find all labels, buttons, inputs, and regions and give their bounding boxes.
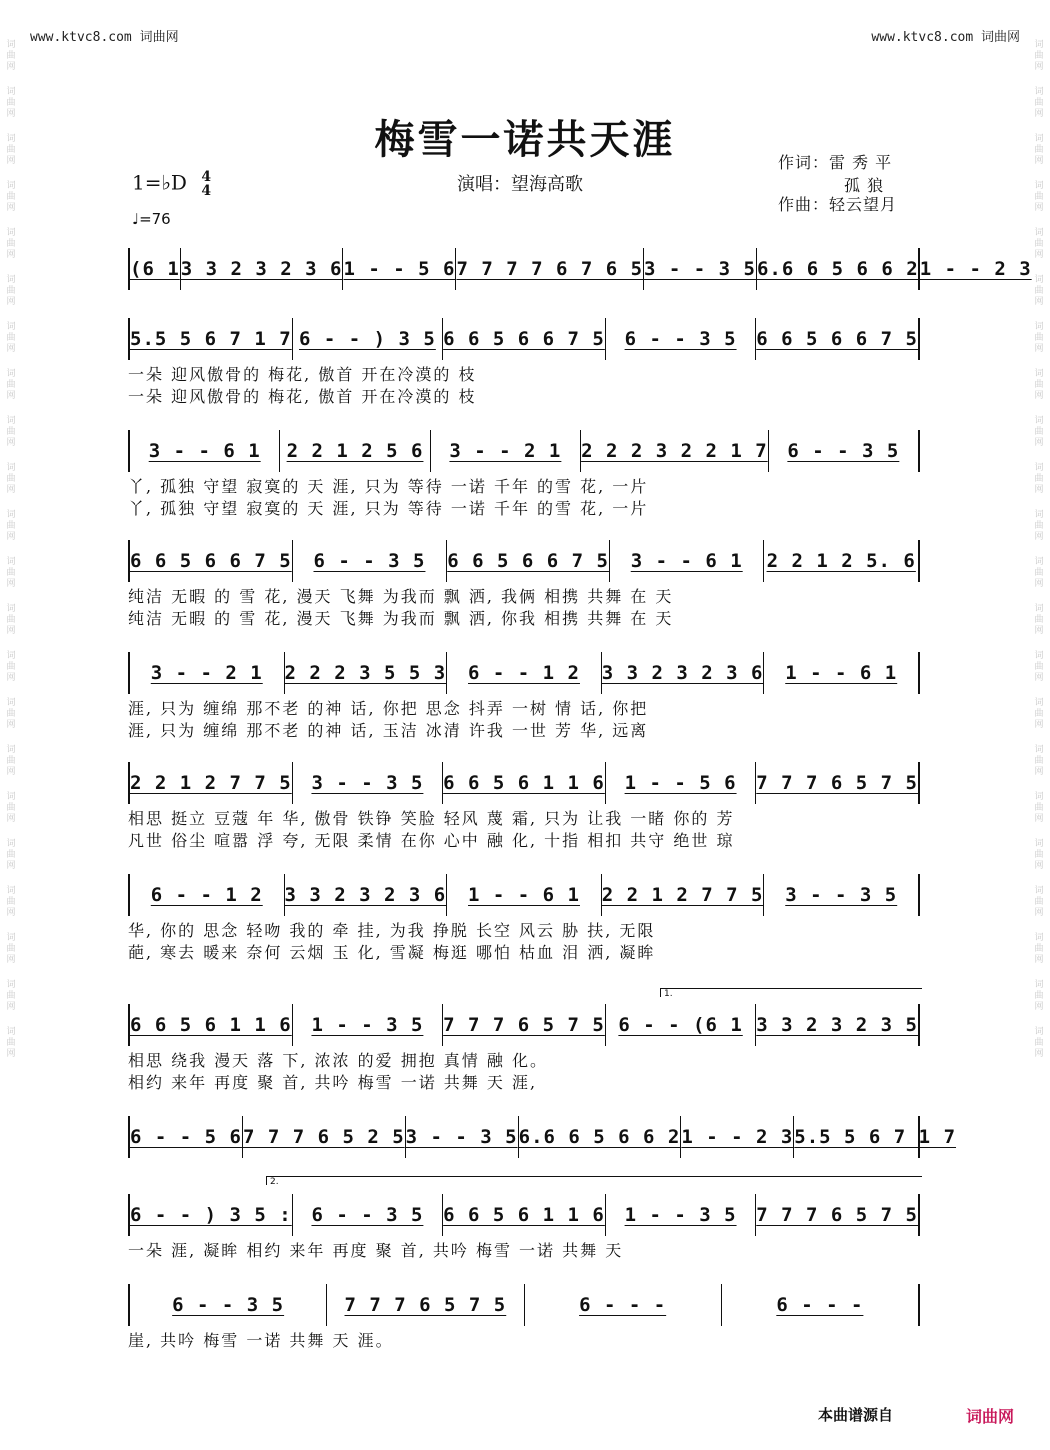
measure: 1 - - 3 5	[606, 1194, 756, 1236]
measure: 2 2 1 2 7 7 5	[602, 874, 765, 916]
measure: 1 - - 5 6	[606, 762, 756, 804]
measure: 1 - - 2 3	[919, 258, 1032, 280]
measure: 5.5 5 6 7 1 7	[130, 318, 293, 360]
watermark-text: 词曲网	[6, 1027, 16, 1059]
measure: 7 7 7 6 5 7 5	[756, 772, 918, 794]
lyric-line: 崖, 共吟 梅雪 一诺 共舞 天 涯。	[128, 1331, 394, 1350]
score-row	[128, 874, 920, 964]
singer-credit: 演唱：望海高歌	[457, 174, 583, 195]
watermark-text: 词曲网	[1034, 134, 1044, 166]
measure: 3 3 2 3 2 3 5	[756, 1014, 918, 1036]
measure: 6 6 5 6 1 1 6	[443, 1194, 606, 1236]
lyric-line: 相思 挺立 豆蔻 年 华, 傲骨 铁铮 笑脸 轻风 蔑 霜, 只为 让我 一睹 你的 芳	[128, 809, 735, 828]
staff-line	[128, 540, 920, 582]
watermark-text: 词曲网	[6, 275, 16, 307]
watermark-text: 词曲网	[6, 839, 16, 871]
watermark-text: 词曲网	[1034, 416, 1044, 448]
staff-line	[128, 1004, 920, 1046]
song-title: 梅雪一诺共天涯	[374, 116, 676, 163]
watermark-text: 词曲网	[6, 181, 16, 213]
measure: 6 6 5 6 6 7 5	[443, 318, 606, 360]
watermark-text: 词曲网	[6, 87, 16, 119]
measure: 3 - - 6 1	[130, 430, 280, 472]
lyric-line: 凡世 俗尘 喧嚣 浮 夸, 无限 柔情 在你 心中 融 化, 十指 相扣 共守 绝世 琼	[128, 831, 735, 850]
measure: 6 - - 1 2	[130, 874, 285, 916]
measure: 6 - - 3 5	[293, 1194, 443, 1236]
measure: 6 6 5 6 1 1 6	[443, 762, 606, 804]
measure: 2 2 1 2 7 7 5	[130, 762, 293, 804]
watermark-text: 词曲网	[1034, 745, 1044, 777]
measure: 3 - - 3 5	[293, 762, 443, 804]
measure: 1 - - 5 6	[343, 248, 456, 290]
measure: 3 3 2 3 2 3 6	[602, 652, 765, 694]
tempo-mark: ♩=76	[132, 210, 171, 228]
watermark-text: 词曲网	[1034, 463, 1044, 495]
score-row	[128, 1116, 957, 1158]
measure: 1 - - 3 5	[293, 1004, 443, 1046]
measure: 7 7 7 6 5 7 5	[327, 1284, 524, 1326]
measure: 6 6 5 6 6 7 5	[130, 540, 293, 582]
lyric-line: 纯洁 无暇 的 雪 花, 漫天 飞舞 为我而 飘 洒, 你我 相携 共舞 在 天	[128, 609, 674, 628]
watermark-text: 词曲网	[1034, 886, 1044, 918]
measure: 6.6 6 5 6 6 2	[757, 248, 920, 290]
watermark-text: 词曲网	[6, 228, 16, 260]
meter-top: 4	[201, 169, 212, 185]
measure: 3 - - 2 1	[130, 652, 285, 694]
key-label: 1=♭D	[132, 170, 187, 195]
watermark-text: 词曲网	[1034, 792, 1044, 824]
measure: 7 7 7 6 5 7 5	[443, 1004, 606, 1046]
lyric-line: 涯, 只为 缠绵 那不老 的神 话, 你把 思念 抖弄 一树 情 话, 你把	[128, 699, 649, 718]
brand-logo-text[interactable]: 词曲网	[966, 1407, 1015, 1426]
lyricist-credit-2: 孤 狼	[844, 176, 885, 195]
watermark-text: 词曲网	[1034, 698, 1044, 730]
site-url-left[interactable]: www.ktvc8.com 词曲网	[30, 30, 179, 45]
lyric-line: 丫, 孤独 守望 寂寞的 天 涯, 只为 等待 一诺 千年 的雪 花, 一片	[128, 477, 649, 496]
side-watermark-right	[1032, 40, 1046, 1074]
score-row	[128, 652, 920, 742]
staff-line	[128, 248, 1032, 290]
score-row	[128, 318, 920, 408]
composer-credit: 作曲：轻云望月	[778, 195, 898, 214]
lyric-line: 丫, 孤独 守望 寂寞的 天 涯, 只为 等待 一诺 千年 的雪 花, 一片	[128, 499, 649, 518]
watermark-text: 词曲网	[1034, 510, 1044, 542]
meter-bottom: 4	[201, 183, 212, 199]
watermark-text: 词曲网	[6, 651, 16, 683]
measure: 1 - - 2 3	[681, 1116, 794, 1158]
measure: 6 6 5 6 6 7 5	[756, 328, 918, 350]
measure: 7 7 7 6 5 2 5	[243, 1116, 406, 1158]
watermark-text: 词曲网	[6, 792, 16, 824]
staff-line	[128, 652, 920, 694]
measure: 2 2 2 3 2 2 1 7	[581, 430, 769, 472]
watermark-text: 词曲网	[1034, 980, 1044, 1012]
watermark-text: 词曲网	[6, 933, 16, 965]
watermark-text: 词曲网	[6, 510, 16, 542]
measure: 3 - - 2 1	[431, 430, 581, 472]
measure: 1 - - 6 1	[447, 874, 602, 916]
score-row	[128, 762, 920, 852]
staff-line	[128, 318, 920, 360]
watermark-text: 词曲网	[6, 322, 16, 354]
lyric-line: 纯洁 无暇 的 雪 花, 漫天 飞舞 为我而 飘 洒, 我俩 相携 共舞 在 天	[128, 587, 674, 606]
lyricist-credit: 作词：雷 秀 平	[778, 153, 893, 172]
watermark-text: 词曲网	[6, 369, 16, 401]
watermark-text: 词曲网	[1034, 322, 1044, 354]
staff-line	[128, 1116, 957, 1158]
lyric-line: 华, 你的 思念 轻吻 我的 牵 挂, 为我 挣脱 长空 风云 胁 扶, 无限	[128, 921, 656, 940]
volta-2-bracket: 2.	[266, 1176, 922, 1185]
site-url-right[interactable]: www.ktvc8.com 词曲网	[871, 30, 1020, 45]
watermark-text: 词曲网	[6, 745, 16, 777]
measure: 2 2 1 2 5 6	[280, 430, 430, 472]
watermark-text: 词曲网	[1034, 557, 1044, 589]
measure: 6 - - 3 5	[293, 540, 448, 582]
staff-line	[128, 874, 920, 916]
watermark-text: 词曲网	[6, 134, 16, 166]
source-label: 本曲谱源自	[818, 1406, 894, 1424]
measure: 6 - - 3 5	[130, 1284, 327, 1326]
lyric-line: 相思 绕我 漫天 落 下, 浓浓 的爱 拥抱 真情 融 化。	[128, 1051, 548, 1070]
volta-1-bracket: 1.	[660, 988, 922, 997]
measure: 6 - - 5 6	[130, 1116, 243, 1158]
measure: 3 - - 3 5	[644, 248, 757, 290]
measure: 6 - - -	[776, 1294, 864, 1316]
lyric-line: 一朵 迎风傲骨的 梅花, 傲首 开在冷漠的 枝	[128, 365, 477, 384]
watermark-text: 词曲网	[6, 698, 16, 730]
watermark-text: 词曲网	[1034, 839, 1044, 871]
measure: 6 - - 3 5	[606, 318, 756, 360]
lyric-line: 葩, 寒去 暖来 奈何 云烟 玉 化, 雪凝 梅逛 哪怕 枯血 泪 洒, 凝眸	[128, 943, 656, 962]
lyric-line: 一朵 涯, 凝眸 相约 来年 再度 聚 首, 共吟 梅雪 一诺 共舞 天	[128, 1241, 624, 1260]
watermark-text: 词曲网	[6, 463, 16, 495]
measure: 2 2 2 3 5 5 3	[285, 652, 448, 694]
measure: 3 - - 3 5	[406, 1116, 519, 1158]
watermark-text: 词曲网	[1034, 228, 1044, 260]
measure: 6 - - ) 3 5	[293, 318, 443, 360]
measure: 2 2 1 2 5. 6	[766, 550, 916, 572]
measure: 5.5 5 6 7 1 7	[794, 1126, 957, 1148]
watermark-text: 词曲网	[6, 40, 16, 72]
watermark-text: 词曲网	[1034, 181, 1044, 213]
score-row	[128, 430, 920, 520]
lyric-line: 一朵 迎风傲骨的 梅花, 傲首 开在冷漠的 枝	[128, 387, 477, 406]
measure: 6 - - (6 1	[606, 1004, 756, 1046]
watermark-text: 词曲网	[1034, 933, 1044, 965]
watermark-text: 词曲网	[6, 557, 16, 589]
measure: (6 1	[130, 248, 181, 290]
score-row	[128, 248, 1032, 290]
staff-line	[128, 430, 920, 472]
score-row	[128, 1004, 920, 1094]
watermark-text: 词曲网	[1034, 1027, 1044, 1059]
watermark-text: 词曲网	[6, 604, 16, 636]
time-signature	[201, 170, 211, 198]
key-signature	[132, 170, 211, 198]
measure: 6 6 5 6 6 7 5	[447, 540, 610, 582]
measure: 3 3 2 3 2 3 6	[181, 248, 344, 290]
staff-line	[128, 1284, 920, 1326]
staff-line	[128, 1194, 920, 1236]
score-row	[128, 1284, 920, 1352]
measure: 6 - - 1 2	[447, 652, 602, 694]
score-row	[128, 1194, 920, 1262]
lyric-line: 相约 来年 再度 聚 首, 共吟 梅雪 一诺 共舞 天 涯,	[128, 1073, 538, 1092]
measure: 3 - - 6 1	[610, 540, 765, 582]
measure: 6 - - ) 3 5 :	[130, 1194, 293, 1236]
score-row	[128, 540, 920, 630]
side-watermark-left	[4, 40, 18, 1074]
watermark-text: 词曲网	[1034, 40, 1044, 72]
measure: 6 - - -	[525, 1284, 722, 1326]
measure: 7 7 7 6 5 7 5	[756, 1204, 918, 1226]
measure: 1 - - 6 1	[785, 662, 898, 684]
lyric-line: 涯, 只为 缠绵 那不老 的神 话, 玉洁 冰清 许我 一世 芳 华, 远离	[128, 721, 649, 740]
watermark-text: 词曲网	[6, 980, 16, 1012]
measure: 7 7 7 7 6 7 6 5	[456, 248, 644, 290]
measure: 3 - - 3 5	[785, 884, 898, 906]
staff-line	[128, 762, 920, 804]
watermark-text: 词曲网	[1034, 369, 1044, 401]
watermark-text: 词曲网	[6, 886, 16, 918]
watermark-text: 词曲网	[1034, 275, 1044, 307]
watermark-text: 词曲网	[1034, 87, 1044, 119]
watermark-text: 词曲网	[1034, 651, 1044, 683]
measure: 6 6 5 6 1 1 6	[130, 1004, 293, 1046]
measure: 6.6 6 5 6 6 2	[519, 1116, 682, 1158]
watermark-text: 词曲网	[6, 416, 16, 448]
measure: 3 3 2 3 2 3 6	[285, 874, 448, 916]
measure: 6 - - 3 5	[787, 440, 900, 462]
watermark-text: 词曲网	[1034, 604, 1044, 636]
